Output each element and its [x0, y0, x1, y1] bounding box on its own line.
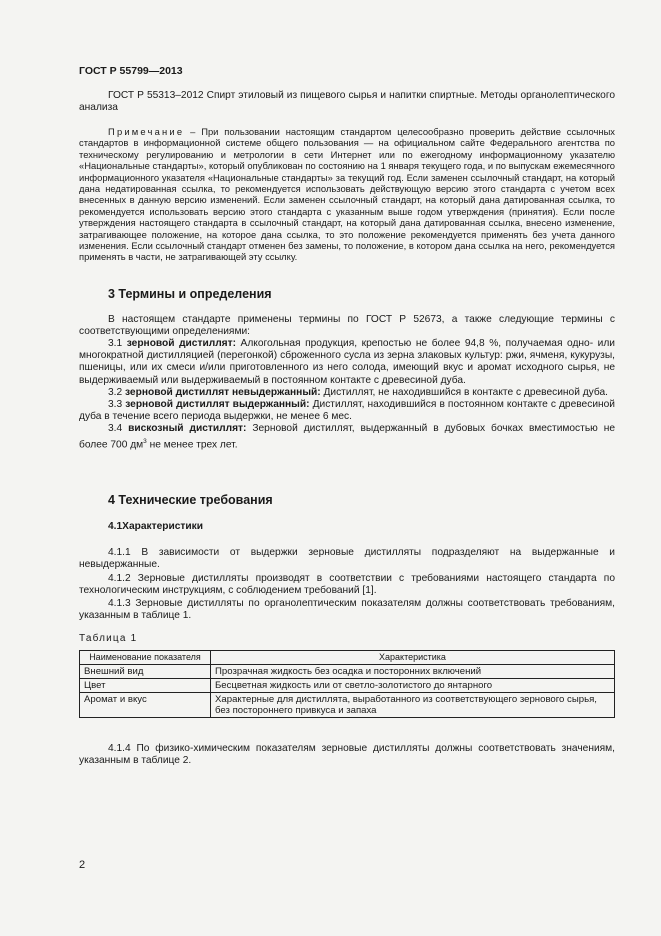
- section-3-title: 3 Термины и определения: [108, 287, 272, 301]
- terms-list: [79, 338, 615, 451]
- table-1: [79, 650, 615, 718]
- table-header-row: [80, 651, 615, 665]
- table-row: [80, 665, 615, 679]
- paragraph-4-1-2: 4.1.2 Зерновые дистилляты производят в соответствии с требованиями настоящего стандарта по технологическим инструкциям, с соблюдением требований [1].: [79, 573, 615, 597]
- note-paragraph: [79, 126, 615, 263]
- table-row: [80, 679, 615, 693]
- table-row: [80, 693, 615, 718]
- term-3-2: 3.2 зерновой дистиллят невыдержанный: Дистиллят, не находившийся в контакте с древесиной дуба.: [108, 386, 608, 398]
- page-number: 2: [79, 859, 86, 871]
- term-3-3: 3.3 зерновой дистиллят выдержанный: Дистиллят, находившийся в постоянном контакте с древесиной дуба в течение всего периода выдержки, не менее 6 мес.: [79, 399, 615, 423]
- paragraph-4-1-4: 4.1.4 По физико-химическим показателям зерновые дистилляты должны соответствовать значениям, указанным в таблице 2.: [79, 743, 615, 767]
- table-1-caption: Таблица 1: [79, 633, 138, 644]
- term-3-4: 3.4 вискозный дистиллят: Зерновой дистиллят, выдержанный в дубовых бочках вместимостью не более 700 $дм^3$ не менее трех лет.: [79, 423, 615, 451]
- column-header-characteristic: Характеристика: [211, 651, 615, 665]
- section-3-intro: В настоящем стандарте применены термины по ГОСТ Р 52673, а также следующие термины с соответствующими определениями:: [79, 314, 615, 338]
- table-cell: Аромат и вкус: [80, 693, 211, 718]
- document-header: ГОСТ Р 55799—2013: [79, 65, 183, 77]
- term-3-1: 3.1 зерновой дистиллят: Алкогольная продукция, крепостью не более 94,8 %, получаемая одно- или многократной дистилляцией (перегонкой) сброженного сусла из зерна злаковых культур: ржи, ячменя, кукурузы, пшеницы, или их смеси и/или приготовленного из него солода, имеющий вкус и аромат исходного сырья, не выдерживаемый или выдерживаемый в постоянном контакте с древесиной дуба.: [79, 338, 615, 386]
- paragraph-4-1-1: 4.1.1 В зависимости от выдержки зерновые дистилляты подразделяют на выдержанные и невыдержанные.: [79, 547, 615, 571]
- column-header-name: Наименование показателя: [80, 651, 211, 665]
- subsection-4-1-title: 4.1Характеристики: [108, 521, 204, 532]
- section-4-title: 4 Технические требования: [108, 493, 273, 507]
- note-text: – При пользовании настоящим стандартом целесообразно проверить действие ссылочных стандартов в информационной системе общего пользования — на официальном сайте Федерального агентства по техническому регулированию и метрологии в сети Интернет или по ежегодному информационному указателю «Национальные стандарты», который опубликован по состоянию на 1 января текущего года, и по выпускам ежемесячного информационного указателя «Национальные стандарты» за текущий год. Если заменен ссылочный стандарт, на который дана недатированная ссылка, то рекомендуется использовать действующую версию этого стандарта с учетом всех внесенных в данную версию изменений. Если заменен ссылочный стандарт, на который дана датированная ссылка, то рекомендуется использовать версию этого стандарта с указанным выше годом утверждения (принятия). Если после утверждения настоящего стандарта в ссылочный стандарт, на который дана датированная ссылка, внесено изменение, затрагивающее положение, на которое дана ссылка, то это положение рекомендуется применять без учета данного изменения. Если ссылочный стандарт отменен без замены, то положение, в котором дана ссылка на него, рекомендуется применять в части, не затрагивающей эту ссылку.: [79, 126, 615, 263]
- note-label: Примечание: [108, 126, 185, 137]
- table-cell: Бесцветная жидкость или от светло-золотистого до янтарного: [211, 679, 615, 693]
- table-cell: Цвет: [80, 679, 211, 693]
- table-cell: Прозрачная жидкость без осадка и посторонних включений: [211, 665, 615, 679]
- paragraph-4-1-3: 4.1.3 Зерновые дистилляты по органолептическим показателям должны соответствовать требованиям, указанным в таблице 1.: [79, 598, 615, 622]
- table-cell: Внешний вид: [80, 665, 211, 679]
- reference-entry: ГОСТ Р 55313–2012 Спирт этиловый из пищевого сырья и напитки спиртные. Методы органолептического анализа: [79, 90, 615, 114]
- table-cell: Характерные для дистиллята, выработанного из соответствующего зернового сырья, без постороннего привкуса и запаха: [211, 693, 615, 718]
